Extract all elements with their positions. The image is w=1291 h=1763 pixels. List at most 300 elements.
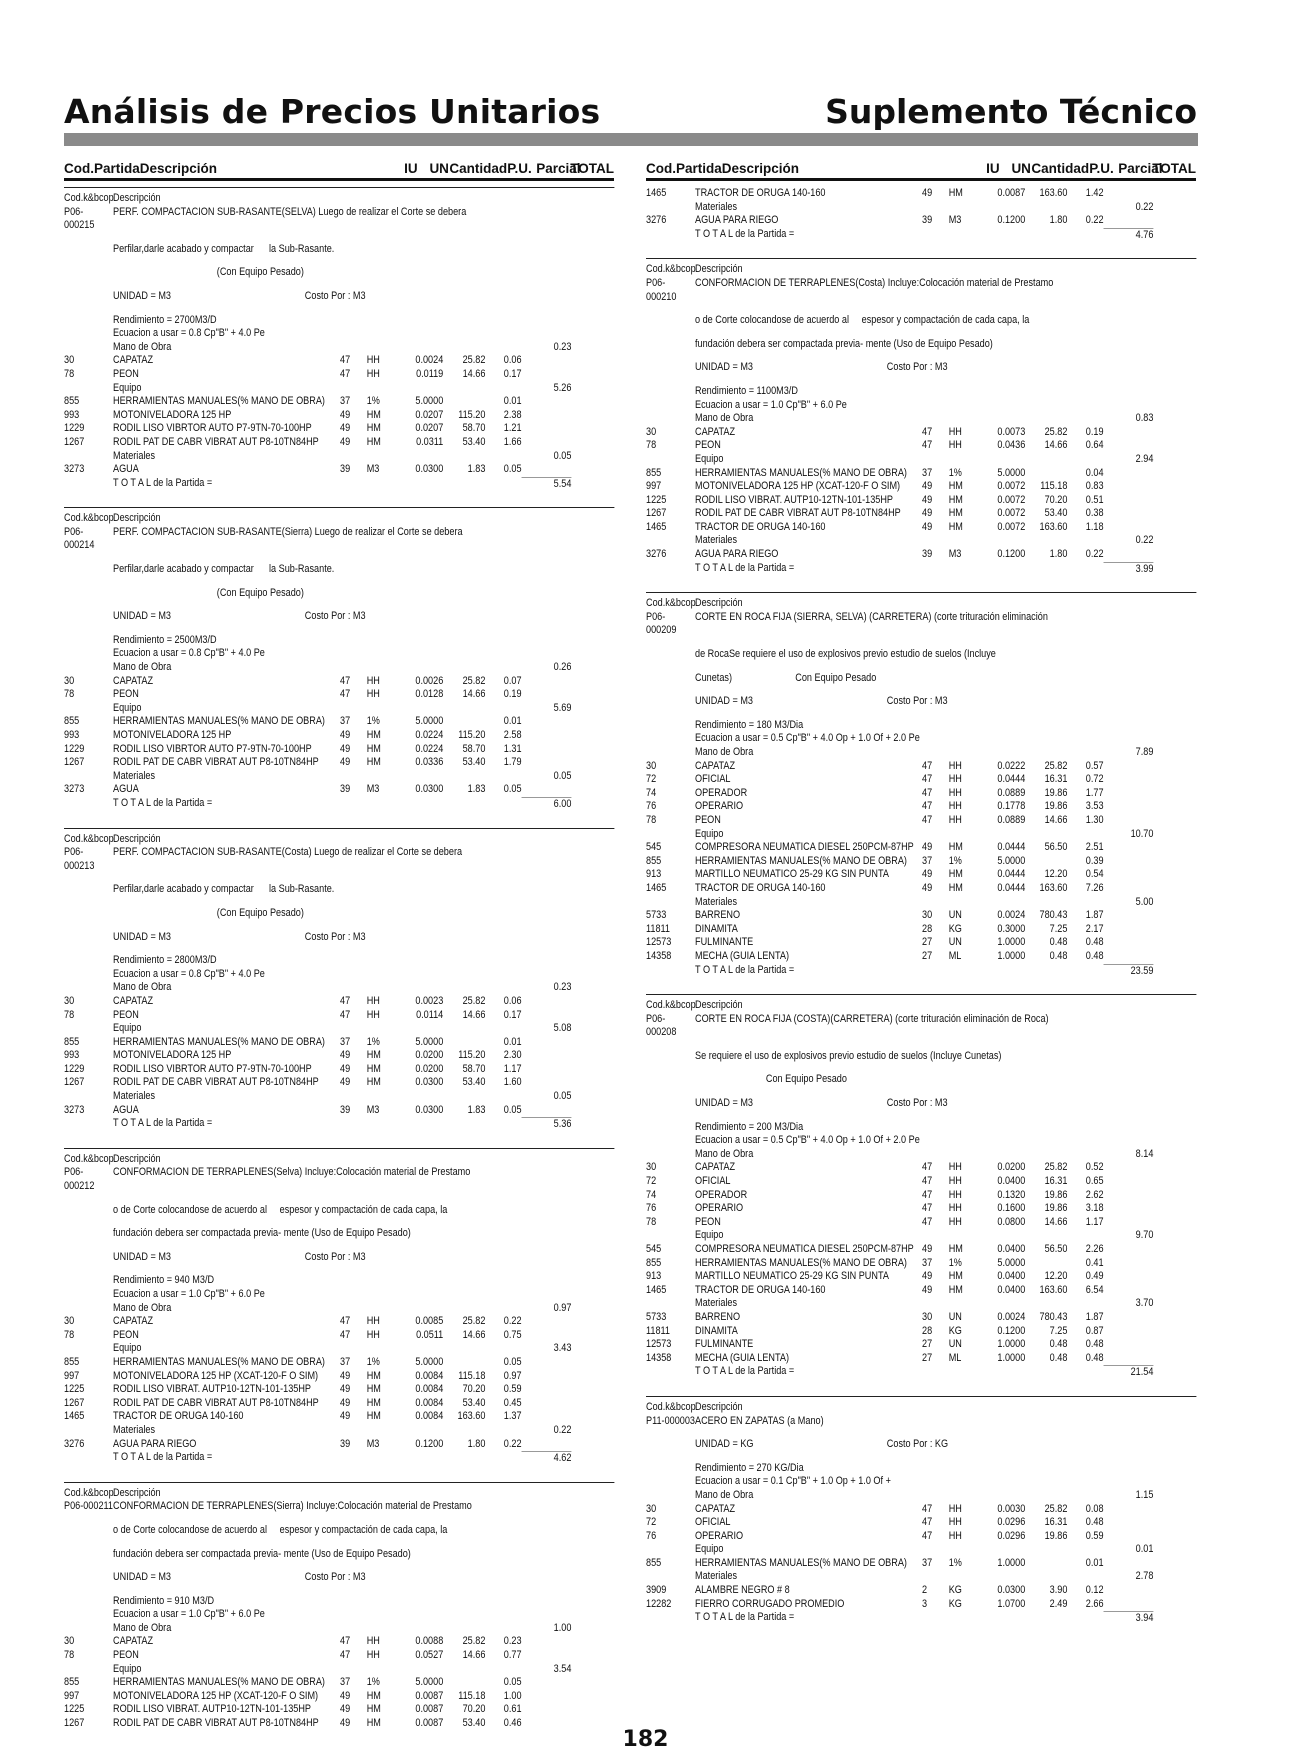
cell-spacer [1025, 746, 1067, 760]
table-row [64, 729, 614, 743]
item-unit-price: 25.82 [462, 1635, 486, 1648]
item-iu: 49 [340, 1049, 351, 1062]
ecuacion-text: Ecuacion a usar = 0.5 Cp"B" + 4.0 Op + 1.0 Of + 2.0 Pe [695, 1134, 920, 1147]
item-code: 855 [64, 715, 80, 728]
spacer [646, 638, 1196, 648]
table-row [646, 1311, 1196, 1325]
table-row [646, 1216, 1196, 1230]
cell-spacer [485, 341, 521, 355]
group-header-row [646, 1489, 1196, 1503]
cell-spacer [1104, 494, 1154, 508]
cell-spacer [340, 341, 367, 355]
spacer [64, 1194, 614, 1204]
item-unit-price: 53.40 [462, 1396, 486, 1409]
item-unit: HM [366, 1396, 381, 1409]
group-subtotal: 1.00 [553, 1621, 572, 1634]
cell-spacer [443, 1451, 485, 1466]
cell-spacer [485, 1022, 521, 1036]
item-iu: 49 [340, 408, 351, 421]
cell-spacer [400, 1302, 443, 1316]
cell-spacer [1104, 467, 1154, 481]
cell-spacer [485, 450, 521, 464]
spacer [64, 600, 614, 610]
cell-spacer [443, 770, 485, 784]
item-quantity: 0.0511 [416, 1328, 444, 1341]
item-unit: HH [366, 367, 380, 380]
col-pu: P.U. [507, 161, 532, 176]
cell-spacer [1067, 828, 1103, 842]
cell-spacer [1104, 1338, 1154, 1352]
code-label: Cod.k&bcop [646, 597, 696, 610]
item-quantity: 0.0207 [415, 422, 444, 435]
item-partial: 0.87 [1085, 1324, 1104, 1337]
item-unit: KG [948, 1597, 962, 1610]
unidad-text: UNIDAD = KG [695, 1438, 754, 1451]
desc-label: Descripción [113, 1486, 161, 1499]
col-pu: P.U. [1089, 161, 1114, 176]
item-code: 30 [64, 354, 75, 367]
page-subtitle: Suplemento Técnico [825, 92, 1197, 131]
spacer [646, 576, 1196, 582]
partida-code: P06-000211 [64, 1500, 113, 1513]
col-parcial: Parcial [1118, 161, 1163, 176]
spacer [646, 1380, 1196, 1386]
item-iu: 49 [340, 1383, 351, 1396]
cell-spacer [1067, 412, 1103, 426]
cell-spacer [922, 1570, 949, 1584]
item-iu: 37 [340, 395, 351, 408]
item-iu: 47 [922, 786, 933, 799]
item-description: MECHA (GUIA LENTA) [695, 1351, 790, 1364]
cell-spacer [367, 1022, 401, 1036]
item-partial: 0.59 [503, 1383, 522, 1396]
table-row [646, 1175, 1196, 1189]
item-partial: 0.61 [503, 1703, 522, 1716]
spacer [64, 944, 614, 954]
item-unit: HH [366, 1008, 380, 1021]
col-cod: Cod.Partida [64, 161, 140, 176]
group-name: Equipo [113, 381, 142, 394]
cell-spacer [1025, 201, 1067, 215]
item-unit-price: 7.25 [1049, 1324, 1068, 1337]
cell-spacer [367, 1117, 401, 1132]
ecuacion-text: Ecuacion a usar = 1.0 Cp"B" + 6.0 Pe [113, 1608, 265, 1621]
cell-spacer [522, 1036, 572, 1050]
item-unit: HM [948, 841, 963, 854]
cell-spacer [443, 1302, 485, 1316]
group-header-row [646, 896, 1196, 910]
cell-spacer [367, 770, 401, 784]
spacer [646, 1626, 1196, 1632]
item-quantity: 5.0000 [997, 1256, 1026, 1269]
unidad-row [646, 1097, 1196, 1111]
item-partial: 0.48 [1085, 1516, 1104, 1529]
table-row [646, 1584, 1196, 1598]
item-unit-price: 56.50 [1044, 841, 1068, 854]
item-quantity: 0.0072 [997, 480, 1026, 493]
cell-spacer [982, 964, 1025, 979]
col-iu: IU [986, 161, 1000, 176]
total-label: T O T A L de la Partida = [695, 1365, 795, 1378]
cell-spacer [1067, 534, 1103, 548]
item-description: CAPATAZ [695, 425, 736, 438]
item-description: TRACTOR DE ORUGA 140-160 [695, 1283, 826, 1296]
item-partial: 0.48 [1085, 936, 1104, 949]
item-quantity: 0.0444 [997, 773, 1026, 786]
cell-spacer [949, 1611, 983, 1626]
col-cod: Cod.Partida [646, 161, 722, 176]
group-subtotal: 0.97 [553, 1301, 572, 1314]
item-partial: 0.38 [1085, 507, 1104, 520]
cell-spacer [1067, 1611, 1103, 1626]
item-description: RODIL LISO VIBRTOR AUTO P7-9TN-70-100HP [113, 1062, 312, 1075]
table-row [646, 882, 1196, 896]
total-spacer [64, 477, 113, 492]
item-partial: 0.06 [503, 354, 522, 367]
item-unit: M3 [366, 783, 380, 796]
item-partial: 0.05 [503, 1676, 522, 1689]
code-label-row [64, 1487, 614, 1501]
item-iu: 39 [340, 783, 351, 796]
item-code: 74 [646, 786, 657, 799]
group-header-row [64, 981, 614, 995]
item-unit-price: 16.31 [1044, 773, 1068, 786]
total-spacer [64, 797, 113, 812]
cell-spacer [400, 1090, 443, 1104]
col-un: UN [429, 161, 449, 176]
item-unit-price: 1.80 [1049, 214, 1068, 227]
spacer [64, 1538, 614, 1548]
item-quantity: 0.0224 [415, 729, 444, 741]
rendimiento-text: Rendimiento = 2500M3/D [113, 633, 217, 646]
cell-spacer [340, 661, 367, 675]
item-unit-price: 163.60 [1039, 881, 1068, 894]
item-description: BARRENO [695, 909, 741, 922]
group-name: Materiales [695, 1297, 738, 1310]
description-line: Perfilar,darle acabado y compactar la Sub-Rasante. [113, 563, 335, 576]
item-description: PEON [695, 813, 721, 826]
item-unit: 1% [948, 854, 962, 867]
cell-spacer [982, 1570, 1025, 1584]
item-code: 30 [64, 1635, 75, 1648]
partida-title-row [64, 1166, 614, 1193]
cell-spacer [443, 1022, 485, 1036]
group-name: Materiales [113, 449, 156, 462]
item-partial: 0.48 [1085, 1338, 1104, 1351]
item-description: CAPATAZ [113, 1315, 154, 1328]
table-row [64, 1049, 614, 1063]
item-iu: 30 [922, 909, 933, 922]
costo-text: Costo Por : M3 [886, 695, 948, 708]
item-description: MECHA (GUIA LENTA) [695, 949, 790, 962]
item-quantity: 0.0800 [997, 1215, 1026, 1228]
group-header-row [64, 770, 614, 784]
rendimiento-text: Rendimiento = 270 KG/Dia [695, 1461, 804, 1474]
group-header-row [646, 453, 1196, 467]
item-description: CAPATAZ [113, 674, 154, 687]
cell-spacer [367, 1622, 401, 1636]
spacer [64, 1132, 614, 1138]
partida-title-row [64, 846, 614, 873]
item-iu: 49 [340, 1410, 351, 1423]
table-row [64, 1076, 614, 1090]
group-subtotal: 0.26 [553, 661, 572, 674]
item-description: OPERADOR [695, 1188, 748, 1201]
item-quantity: 0.0119 [416, 367, 444, 380]
item-code: 1465 [646, 187, 667, 199]
cell-spacer [367, 1342, 401, 1356]
spacer [646, 351, 1196, 361]
item-partial: 0.41 [1085, 1256, 1104, 1269]
group-subtotal: 0.23 [553, 340, 572, 353]
partida-code: P06-000210 [646, 276, 677, 303]
cell-spacer [522, 1383, 572, 1397]
group-header-row [646, 412, 1196, 426]
item-partial: 0.49 [1085, 1270, 1104, 1283]
group-spacer [64, 1622, 113, 1636]
item-quantity: 1.0000 [997, 1351, 1026, 1364]
item-unit: HM [948, 480, 963, 493]
item-unit-price [443, 395, 485, 409]
item-unit: HM [366, 729, 381, 741]
item-partial: 2.66 [1085, 1597, 1104, 1610]
partida-code: P06-000208 [646, 1012, 677, 1039]
table-row [646, 1243, 1196, 1257]
spacer [64, 1264, 614, 1274]
description-line: Perfilar,darle acabado y compactar la Sub-Rasante. [113, 883, 335, 896]
item-code: 30 [646, 1502, 657, 1515]
item-unit: HM [366, 1049, 381, 1062]
group-header-row [646, 534, 1196, 548]
item-code: 78 [64, 367, 75, 380]
total-value: 5.36 [522, 1117, 572, 1132]
item-code: 78 [64, 1008, 75, 1021]
item-partial: 0.06 [503, 994, 522, 1007]
group-name: Mano de Obra [113, 1621, 172, 1634]
item-partial: 0.17 [503, 1008, 522, 1021]
item-partial: 1.42 [1085, 187, 1104, 199]
table-row [646, 439, 1196, 453]
cell-spacer [949, 1543, 983, 1557]
cell-spacer [1025, 534, 1067, 548]
desc-label: Descripción [695, 597, 743, 610]
code-label-row [646, 999, 1196, 1013]
item-code: 855 [646, 466, 662, 479]
item-code: 72 [646, 773, 657, 786]
item-unit-price: 16.31 [1044, 1175, 1068, 1188]
table-row [646, 1352, 1196, 1366]
group-name: Materiales [695, 200, 738, 213]
description-line: (Con Equipo Pesado) [113, 906, 304, 919]
code-label: Cod.k&bcop [64, 832, 114, 845]
item-unit-price [1025, 855, 1067, 869]
item-unit: HH [948, 786, 962, 799]
cell-spacer [1104, 1530, 1154, 1544]
item-partial: 0.04 [1085, 466, 1104, 479]
cell-spacer [522, 1076, 572, 1090]
spacer [646, 375, 1196, 385]
cell-spacer [522, 783, 572, 797]
cell-spacer [1104, 855, 1154, 869]
item-unit: M3 [366, 463, 380, 476]
item-iu: 47 [340, 367, 351, 380]
cell-spacer [522, 1703, 572, 1717]
spacer [64, 812, 614, 818]
item-quantity: 0.0026 [415, 674, 444, 687]
item-description: CAPATAZ [113, 1635, 154, 1648]
item-quantity: 0.0024 [415, 354, 444, 367]
cell-spacer [1104, 1598, 1154, 1612]
cell-spacer [522, 1410, 572, 1424]
cell-spacer [1025, 228, 1067, 243]
total-value: 3.99 [1104, 562, 1154, 577]
item-unit-price [443, 1036, 485, 1050]
costo-text: Costo Por : KG [886, 1438, 949, 1451]
cell-spacer [982, 1297, 1025, 1311]
item-iu: 47 [340, 688, 351, 701]
cell-spacer [1104, 800, 1154, 814]
ecuacion-text: Ecuacion a usar = 0.8 Cp"B" + 4.0 Pe [113, 647, 265, 660]
group-name: Equipo [695, 827, 724, 840]
item-unit-price: 1.83 [467, 463, 486, 476]
partida-code: P06-000214 [64, 525, 95, 552]
total-row [646, 1611, 1196, 1626]
spacer [646, 1040, 1196, 1050]
group-name: Materiales [695, 895, 738, 908]
item-quantity: 0.0087 [997, 187, 1026, 199]
code-label-row [64, 1153, 614, 1167]
cell-spacer [1025, 964, 1067, 979]
description-line: o de Corte colocandose de acuerdo al espesor y compactación de cada capa, la [695, 314, 1030, 327]
item-iu: 37 [340, 1355, 351, 1368]
item-unit-price: 14.66 [1044, 439, 1068, 452]
table-row [64, 1315, 614, 1329]
item-unit: HM [366, 1410, 381, 1423]
cell-spacer [367, 382, 401, 396]
group-header-row [64, 1302, 614, 1316]
group-header-row [646, 746, 1196, 760]
costo-text: Costo Por : M3 [304, 1571, 366, 1584]
rendimiento-text: Rendimiento = 2800M3/D [113, 954, 217, 967]
item-iu: 39 [340, 463, 351, 476]
desc-label: Descripción [113, 512, 161, 525]
item-description: MARTILLO NEUMATICO 25-29 KG SIN PUNTA [695, 1270, 889, 1283]
spacer [646, 304, 1196, 314]
table-row [64, 463, 614, 477]
item-code: 12573 [646, 1338, 672, 1351]
item-partial: 0.75 [503, 1328, 522, 1341]
partida-block [64, 507, 614, 817]
item-unit: HH [366, 1635, 380, 1648]
item-iu: 39 [922, 214, 933, 227]
item-code: 997 [64, 1689, 80, 1702]
cell-spacer [522, 1104, 572, 1118]
cell-spacer [443, 981, 485, 995]
item-code: 1267 [64, 1076, 85, 1089]
item-description: CAPATAZ [113, 994, 154, 1007]
group-name: Materiales [113, 769, 156, 782]
cell-spacer [1104, 480, 1154, 494]
cell-spacer [982, 828, 1025, 842]
item-description: RODIL LISO VIBRAT. AUTP10-12TN-101-135HP [113, 1703, 312, 1716]
item-quantity: 0.0207 [415, 408, 444, 421]
desc-label: Descripción [695, 1400, 743, 1413]
item-unit-price: 163.60 [457, 1410, 486, 1423]
group-spacer [646, 1297, 695, 1311]
group-name: Mano de Obra [113, 661, 172, 674]
item-code: 78 [64, 1328, 75, 1341]
item-code: 76 [646, 1202, 657, 1215]
cell-spacer [485, 1302, 521, 1316]
group-subtotal: 0.23 [553, 981, 572, 994]
group-name: Equipo [695, 452, 724, 465]
cell-spacer [400, 1117, 443, 1132]
total-label: T O T A L de la Partida = [113, 796, 213, 809]
item-partial: 0.12 [1085, 1584, 1104, 1597]
cell-spacer [949, 828, 983, 842]
item-unit: KG [948, 922, 962, 935]
item-iu: 49 [340, 1062, 351, 1075]
cell-spacer [485, 1622, 521, 1636]
item-code: 72 [646, 1516, 657, 1529]
item-iu: 49 [340, 1396, 351, 1409]
item-iu: 49 [922, 868, 933, 881]
item-code: 30 [646, 759, 657, 772]
item-unit: HH [948, 1502, 962, 1515]
cell-spacer [1025, 896, 1067, 910]
item-partial: 0.48 [1085, 949, 1104, 962]
item-partial: 2.26 [1085, 1243, 1104, 1255]
item-quantity: 0.0200 [415, 1062, 444, 1075]
item-quantity: 5.0000 [415, 395, 444, 408]
table-row [646, 936, 1196, 950]
group-spacer [646, 1489, 695, 1503]
item-iu: 47 [340, 1635, 351, 1648]
unidad-text: UNIDAD = M3 [695, 1097, 753, 1110]
item-unit: HH [948, 1516, 962, 1529]
group-header-row [64, 1663, 614, 1677]
group-spacer [646, 1148, 695, 1162]
item-description: MOTONIVELADORA 125 HP [113, 1049, 232, 1062]
item-iu: 49 [922, 1270, 933, 1283]
table-row [646, 773, 1196, 787]
item-quantity: 0.0084 [415, 1369, 444, 1382]
item-code: 78 [646, 1215, 657, 1228]
total-label: T O T A L de la Partida = [113, 1117, 213, 1130]
item-iu: 49 [922, 187, 933, 199]
item-iu: 47 [340, 1649, 351, 1662]
item-code: 3273 [64, 463, 85, 476]
item-unit-price: 115.20 [458, 1049, 486, 1062]
item-iu: 49 [340, 435, 351, 448]
description-line: o de Corte colocandose de acuerdo al espesor y compactación de cada capa, la [113, 1203, 448, 1216]
item-iu: 49 [922, 881, 933, 894]
cell-spacer [1067, 1229, 1103, 1243]
item-partial: 0.83 [1085, 480, 1104, 493]
item-description: FULMINANTE [695, 1338, 754, 1351]
item-iu: 49 [340, 1369, 351, 1382]
spacer [646, 1428, 1196, 1438]
cell-spacer [982, 1229, 1025, 1243]
cell-spacer [400, 1342, 443, 1356]
item-unit-price: 12.20 [1044, 1270, 1068, 1283]
table-row [646, 814, 1196, 828]
item-code: 3909 [646, 1584, 667, 1597]
cell-spacer [340, 1117, 367, 1132]
partida-block [646, 187, 1196, 248]
cell-spacer [1025, 1489, 1067, 1503]
partida-title: CORTE EN ROCA FIJA (SIERRA, SELVA) (CARRETERA) (corte trituración eliminación [695, 610, 1048, 623]
